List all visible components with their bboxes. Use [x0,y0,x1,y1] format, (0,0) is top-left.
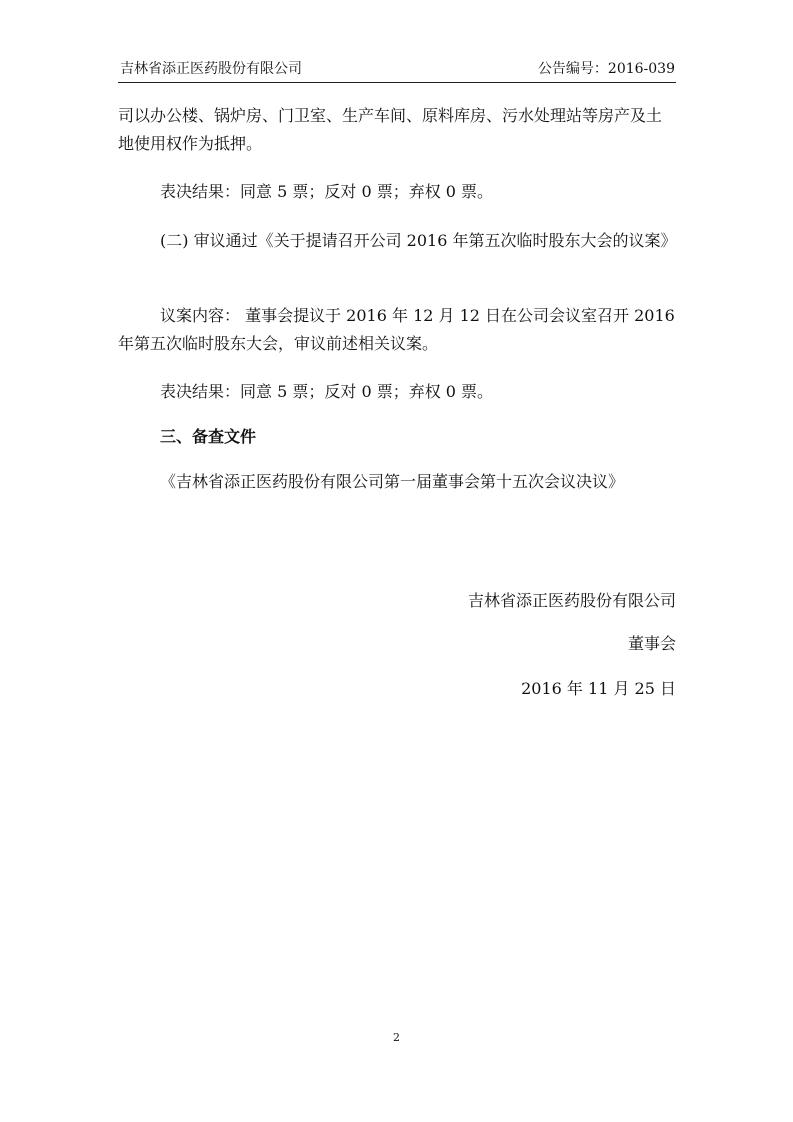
signature-date: 2016 年 11 月 25 日 [521,679,676,698]
page-number: 2 [393,1031,400,1044]
paragraph-proposal-content: 议案内容： 董事会提议于 2016 年 12 月 12 日在公司会议室召开 2016 年第五次临时股东大会，审议前述相关议案。 [118,306,675,353]
paragraph-vote-result-1: 表决结果：同意 5 票；反对 0 票；弃权 0 票。 [160,182,494,201]
section-heading: 三、备查文件 [160,427,257,446]
header-company-name: 吉林省添正医药股份有限公司 [120,61,302,77]
header-divider [118,82,676,83]
page-header [120,58,675,80]
signature-company: 吉林省添正医药股份有限公司 [467,591,676,610]
paragraph-collateral: 司以办公楼、锅炉房、门卫室、生产车间、原料库房、污水处理站等房产及土地使用权作为抵押。 [118,106,663,153]
paragraph-resolution-2: (二) 审议通过《关于提请召开公司 2016 年第五次临时股东大会的议案》 [160,231,677,250]
header-notice-number: 公告编号：2016-039 [537,61,675,77]
signature-board: 董事会 [627,634,676,653]
paragraph-reference-document: 《吉林省添正医药股份有限公司第一届董事会第十五次会议决议》 [160,472,625,491]
paragraph-vote-result-2: 表决结果：同意 5 票；反对 0 票；弃权 0 票。 [160,382,494,401]
